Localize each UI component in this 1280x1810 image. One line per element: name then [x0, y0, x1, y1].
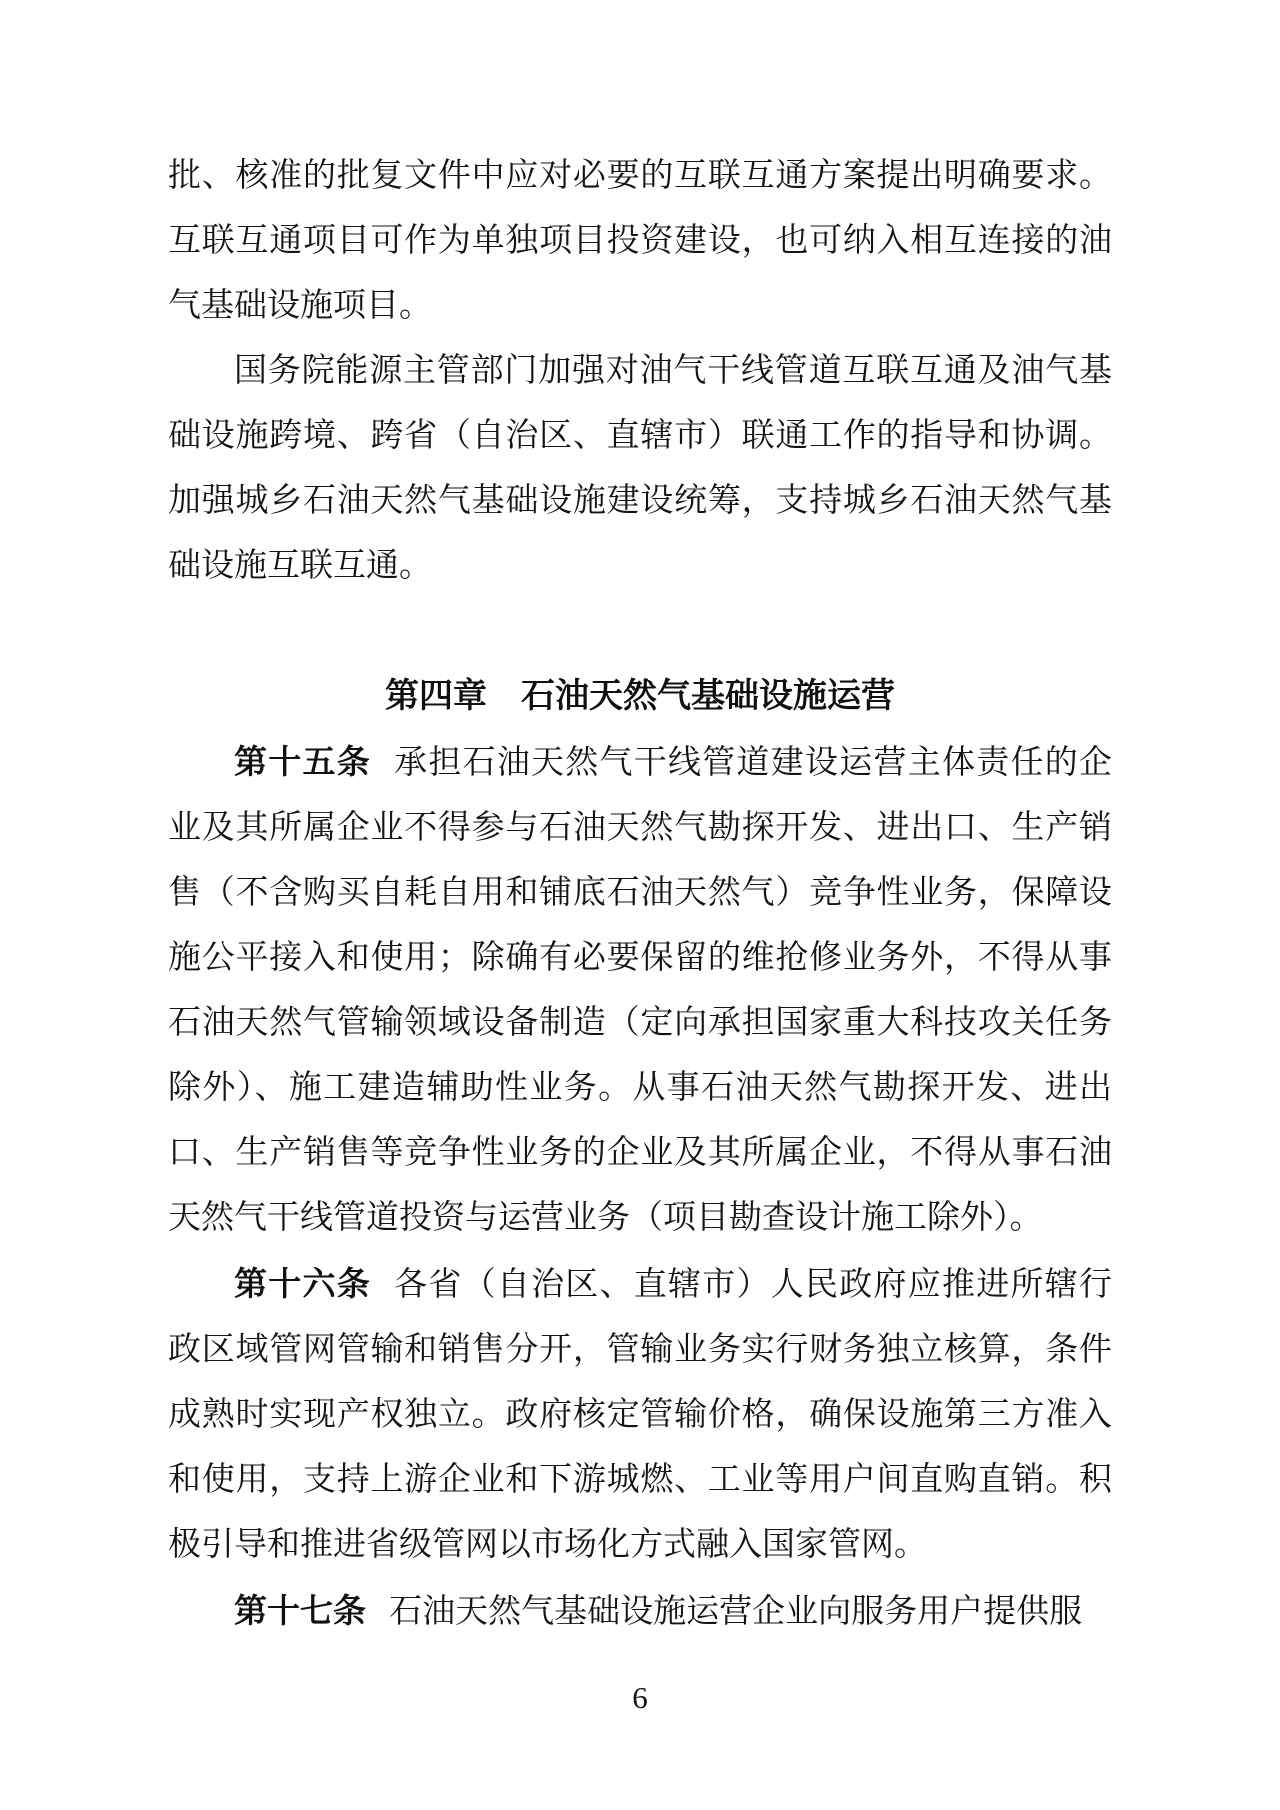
document-body: [168, 144, 1112, 1645]
article-15: [168, 729, 1112, 1251]
page-number: 6: [632, 1680, 648, 1715]
article-15-text: 承担石油天然气干线管道建设运营主体责任的企业及其所属企业不得参与石油天然气勘探开发、进出口、生产销售（不含购买自耗自用和铺底石油天然气）竞争性业务，保障设施公平接入和使用；除确有必要保留的维抢修业务外，不得从事石油天然气管输领域设备制造（定向承担国家重大科技攻关任务除外）、施工建造辅助性业务。从事石油天然气勘探开发、进出口、生产销售等竞争性业务的企业及其所属企业，不得从事石油天然气干线管道投资与运营业务（项目勘查设计施工除外）。: [168, 745, 1112, 1236]
article-16-label: 第十六条: [234, 1265, 371, 1302]
article-17-label: 第十七条: [234, 1592, 366, 1629]
chapter-number: 第四章: [385, 677, 487, 715]
article-17: [168, 1578, 1112, 1645]
article-16: [168, 1251, 1112, 1578]
paragraph-continuation: 批、核准的批复文件中应对必要的互联互通方案提出明确要求。互联互通项目可作为单独项目投资建设，也可纳入相互连接的油气基础设施项目。: [168, 158, 1112, 324]
article-16-text: 各省（自治区、直辖市）人民政府应推进所辖行政区域管网管输和销售分开，管输业务实行财务独立核算，条件成熟时实现产权独立。政府核定管输价格，确保设施第三方准入和使用，支持上游企业和下游城燃、工业等用户间直购直销。积极引导和推进省级管网以市场化方式融入国家管网。: [168, 1267, 1112, 1563]
chapter-title: 石油天然气基础设施运营: [521, 677, 895, 715]
chapter-heading: [168, 664, 1112, 729]
article-15-label: 第十五条: [234, 743, 371, 780]
article-17-text: 石油天然气基础设施运营企业向服务用户提供服: [389, 1594, 1083, 1630]
paragraph-coordination: 国务院能源主管部门加强对油气干线管道互联互通及油气基础设施跨境、跨省（自治区、直辖市）联通工作的指导和协调。加强城乡石油天然气基础设施建设统筹，支持城乡石油天然气基础设施互联互通。: [168, 353, 1112, 584]
